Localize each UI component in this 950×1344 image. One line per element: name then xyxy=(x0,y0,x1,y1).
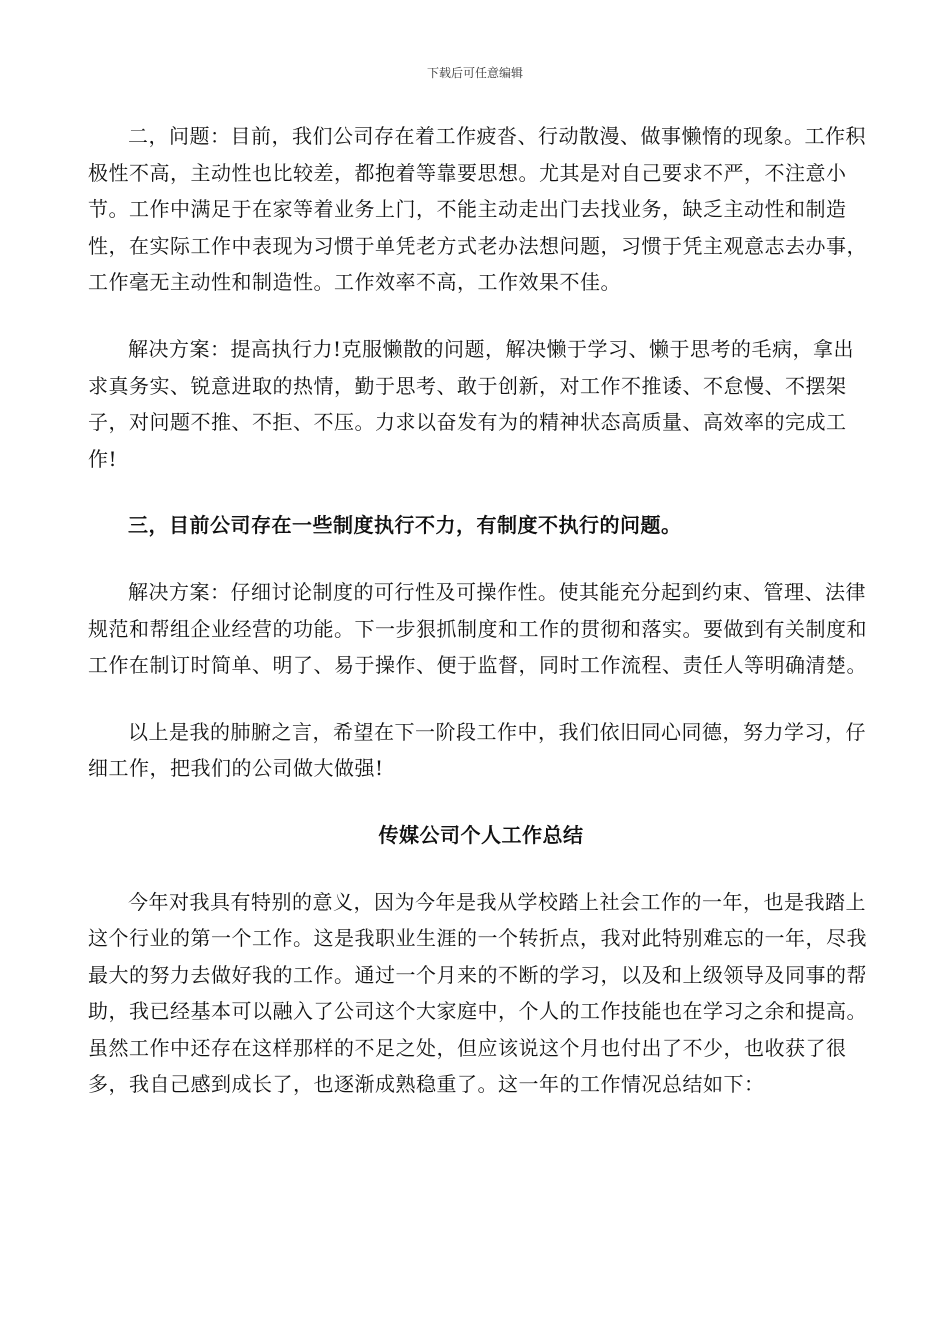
paragraph-solution-two: 解决方案：仔细讨论制度的可行性及可操作性。使其能充分起到约束、管理、法律规范和帮组企业经营的功能。下一步狠抓制度和工作的贯彻和落实。要做到有关制度和工作在制订时简单、明了、易于操作、便于监督，同时工作流程、责任人等明确清楚。 xyxy=(88,579,867,678)
paragraph-problem-two: 二，问题：目前，我们公司存在着工作疲沓、行动散漫、做事懒惰的现象。工作积极性不高，主动性也比较差，都抱着等靠要思想。尤其是对自己要求不严，不注意小节。工作中满足于在家等着业务上门，不能主动走出门去找业务，缺乏主动性和制造性，在实际工作中表现为习惯于单凭老方式老办法想问题，习惯于凭主观意志去办事，工作毫无主动性和制造性。工作效率不高，工作效果不佳。 xyxy=(88,124,867,295)
paragraph-closing: 以上是我的肺腑之言，希望在下一阶段工作中，我们依旧同心同德，努力学习，仔细工作，把我们的公司做大做强! xyxy=(88,719,866,781)
page-header: 下载后可任意编辑 xyxy=(426,66,523,80)
section-title: 传媒公司个人工作总结 xyxy=(378,822,584,847)
heading-problem-three: 三，目前公司存在一些制度执行不力，有制度不执行的问题。 xyxy=(128,513,682,538)
paragraph-summary-intro: 今年对我具有特别的意义，因为今年是我从学校踏上社会工作的一年，也是我踏上这个行业的第一个工作。这是我职业生涯的一个转折点，我对此特别难忘的一年，尽我最大的努力去做好我的工作。通过一个月来的不断的学习，以及和上级领导及同事的帮助，我已经基本可以融入了公司这个大家庭中，个人的工作技能也在学习之余和提高。虽然工作中还存在这样那样的不足之处，但应该说这个月也付出了不少，也收获了很多，我自己感到成长了，也逐渐成熟稳重了。这一年的工作情况总结如下： xyxy=(88,889,867,1097)
document-body xyxy=(88,118,874,1103)
paragraph-solution-one: 解决方案：提高执行力!克服懒散的问题，解决懒于学习、懒于思考的毛病，拿出求真务实、锐意进取的热情，勤于思考、敢于创新，对工作不推诿、不怠慢、不摆架子，对问题不推、不拒、不压。力求以奋发有为的精神状态高质量、高效率的完成工作! xyxy=(88,336,855,471)
